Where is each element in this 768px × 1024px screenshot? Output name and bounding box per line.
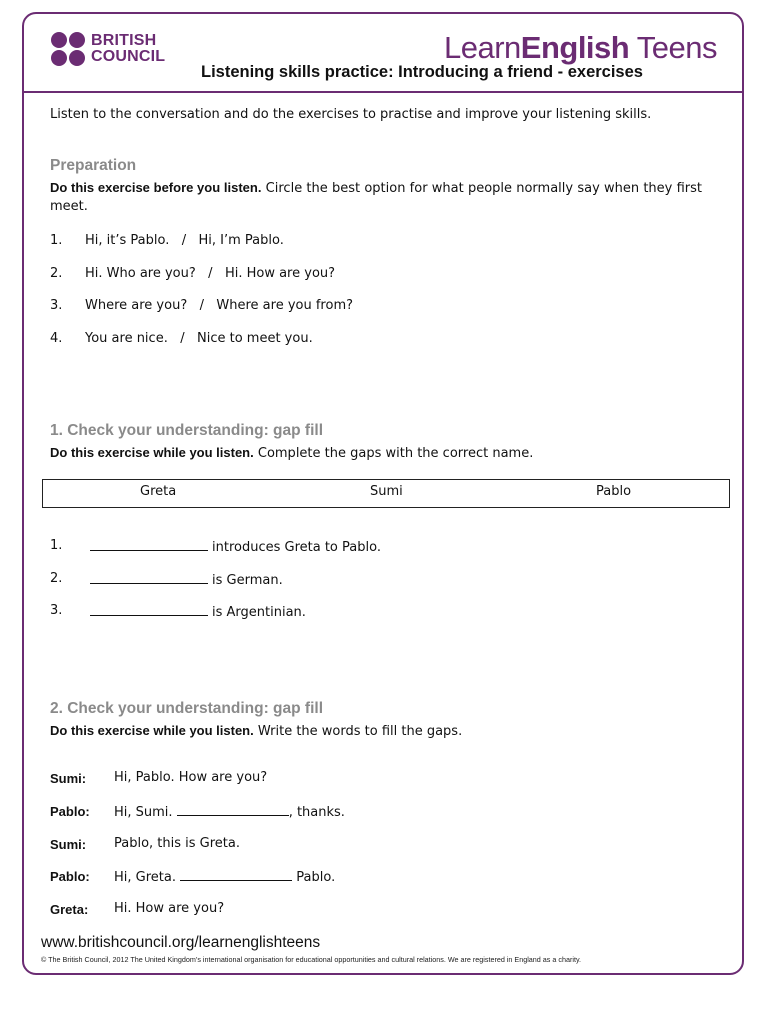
footer-url-link[interactable]: www.britishcouncil.org/learnenglishteens — [41, 934, 321, 951]
bc-logo-line1: BRITISH — [91, 32, 157, 49]
gap-blank[interactable] — [90, 571, 208, 584]
gap-item: introduces Greta to Pablo. — [90, 538, 381, 555]
dialogue-line: Hi, Pablo. How are you? — [114, 770, 268, 785]
dialogue-line: Hi, Greta. Pablo. — [114, 870, 336, 885]
dialogue-speaker: Sumi: — [50, 837, 87, 852]
preparation-instruction: Do this exercise before you listen. Circle the best option for what people normally say when they first meet. — [50, 180, 702, 214]
name-option: Sumi — [370, 484, 403, 499]
gap-item-number: 2. — [50, 571, 63, 586]
prep-item-number: 3. — [50, 298, 63, 313]
gap-blank[interactable] — [180, 868, 292, 881]
dialogue-line: Pablo, this is Greta. — [114, 836, 241, 851]
learnenglish-teens-logo: LearnEnglish Teens — [443, 30, 717, 65]
dialogue-speaker: Sumi: — [50, 771, 87, 786]
gap-blank[interactable] — [90, 538, 208, 551]
prep-item-options: Hi, it’s Pablo. / Hi, I’m Pablo. — [85, 233, 284, 248]
exercise2-heading: 2. Check your understanding: gap fill — [50, 700, 324, 717]
dialogue-speaker: Pablo: — [50, 869, 90, 884]
gap-item: is German. — [90, 571, 283, 588]
prep-item-options: Hi. Who are you? / Hi. How are you? — [85, 266, 336, 281]
name-option: Pablo — [596, 484, 632, 499]
intro-text: Listen to the conversation and do the exercises to practise and improve your listening skills. — [50, 107, 652, 122]
dialogue-speaker: Greta: — [50, 902, 89, 917]
header-divider — [24, 91, 744, 93]
gap-item-number: 1. — [50, 538, 63, 553]
page-title: Listening skills practice: Introducing a friend - exercises — [201, 63, 643, 81]
dialogue-line: Hi, Sumi. , thanks. — [114, 805, 345, 820]
gap-blank[interactable] — [90, 603, 208, 616]
gap-item: is Argentinian. — [90, 603, 306, 620]
prep-item-options: Where are you? / Where are you from? — [85, 298, 354, 313]
bc-logo-line2: COUNCIL — [91, 48, 166, 65]
name-option: Greta — [140, 484, 177, 499]
gap-blank[interactable] — [177, 803, 289, 816]
british-council-dots-icon — [51, 32, 85, 66]
exercise2-instruction: Do this exercise while you listen. Write the words to fill the gaps. — [50, 723, 463, 739]
british-council-logo — [51, 32, 165, 66]
preparation-heading: Preparation — [50, 157, 137, 174]
exercise1-instruction: Do this exercise while you listen. Complete the gaps with the correct name. — [50, 445, 534, 461]
dialogue-speaker: Pablo: — [50, 804, 90, 819]
exercise1-heading: 1. Check your understanding: gap fill — [50, 422, 324, 439]
dialogue-line: Hi. How are you? — [114, 901, 225, 916]
prep-item-options: You are nice. / Nice to meet you. — [85, 331, 313, 346]
footer-copyright: © The British Council, 2012 The United Kingdom’s international organisation for educational opportunities and cultural relations. We are registered in England as a charity. — [41, 955, 582, 964]
prep-item-number: 4. — [50, 331, 63, 346]
prep-item-number: 2. — [50, 266, 63, 281]
gap-item-number: 3. — [50, 603, 63, 618]
prep-item-number: 1. — [50, 233, 63, 248]
